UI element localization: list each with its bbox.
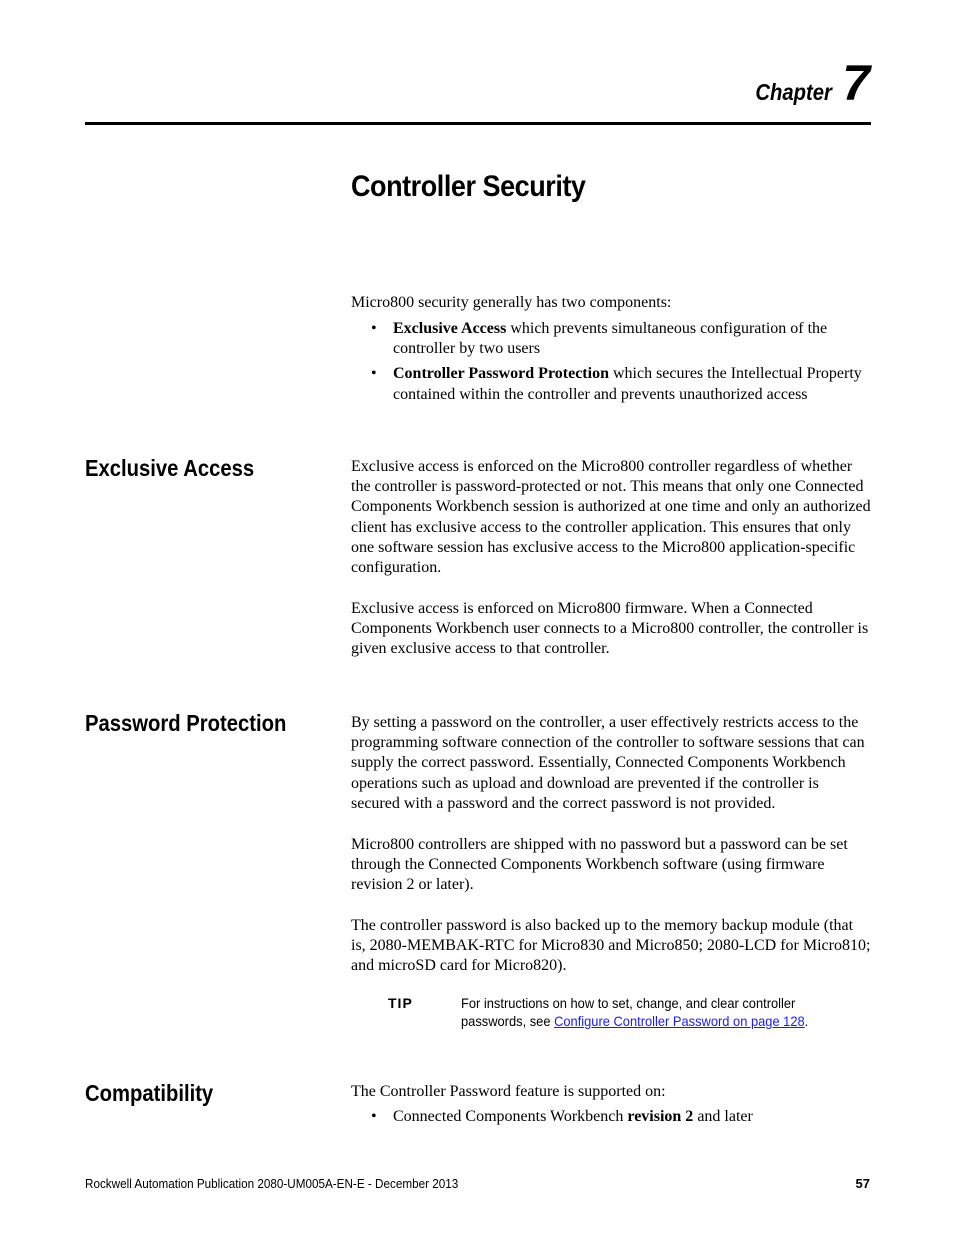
section-heading-password-protection: Password Protection (85, 710, 287, 736)
bullet-icon: • (371, 320, 377, 337)
bullet-icon: • (371, 1108, 377, 1125)
list-item (351, 1107, 871, 1127)
tip-label: TIP (388, 995, 413, 1011)
bullet-icon: • (371, 365, 377, 383)
section-heading-exclusive-access: Exclusive Access (85, 455, 255, 481)
bullet-bold-text: Exclusive Access (393, 320, 507, 337)
chapter-header (745, 55, 870, 111)
bullet-text: which prevents simultaneous configuration of the controller by two users (393, 320, 828, 358)
paragraph: The controller password is also backed up to the memory backup module (that is, 2080-MEMBAK-RTC for Micro830 and Micro850; 2080-LCD for Micro810; and microSD card for Micro820). (351, 917, 871, 975)
paragraph: Micro800 controllers are shipped with no password but a password can be set through the Connected Components Workbench software (using firmware revision 2 or later). (351, 836, 848, 894)
paragraph: Exclusive access is enforced on Micro800 firmware. When a Connected Components Workbench user connects to a Micro800 controller, the controller is given exclusive access to that controller. (351, 600, 869, 658)
compatibility-bullet-list (351, 1107, 871, 1132)
chapter-rule (85, 122, 871, 125)
section-heading-compatibility: Compatibility (85, 1080, 214, 1106)
chapter-number: 7 (842, 55, 870, 111)
intro-bullet-list (351, 319, 871, 410)
list-item (351, 319, 871, 359)
tip-text (461, 994, 838, 1030)
footer-page-number: 57 (855, 1176, 870, 1191)
intro-text: Micro800 security generally has two components: (351, 294, 672, 311)
bullet-text: and later (693, 1108, 753, 1125)
paragraph: Exclusive access is enforced on the Micro800 controller regardless of whether the controller is password-protected or not. This means that only one Connected Components Workbench session is authorized at one time and only an authorized client has exclusive access to the controller application. This ensures that only one software session has exclusive access to the Micro800 application-specific configuration. (351, 458, 871, 577)
compatibility-text: The Controller Password feature is supported on: (351, 1083, 666, 1100)
bullet-text: which secures the Intellectual Property contained within the controller and prevents unauthorized access (393, 365, 862, 403)
tip-text-before: For instructions on how to set, change, and clear controller passwords, see (461, 995, 796, 1029)
configure-password-link[interactable]: Configure Controller Password on page 128 (554, 1013, 805, 1029)
list-item (351, 364, 871, 404)
bullet-text: Connected Components Workbench (393, 1108, 628, 1125)
tip-text-after: . (804, 1013, 809, 1029)
chapter-label: Chapter (755, 79, 833, 105)
bullet-bold-text: Controller Password Protection (393, 365, 609, 383)
footer-publication: Rockwell Automation Publication 2080-UM005A-EN-E - December 2013 (85, 1176, 459, 1191)
bullet-bold-text: revision 2 (627, 1108, 694, 1125)
paragraph: By setting a password on the controller, a user effectively restricts access to the programming software connection of the controller to software sessions that can supply the correct password. Essentially, Connected Components Workbench operations such as upload and download are prevented if the controller is secured with a password and the correct password is not provided. (351, 714, 865, 812)
page-title: Controller Security (351, 170, 586, 203)
